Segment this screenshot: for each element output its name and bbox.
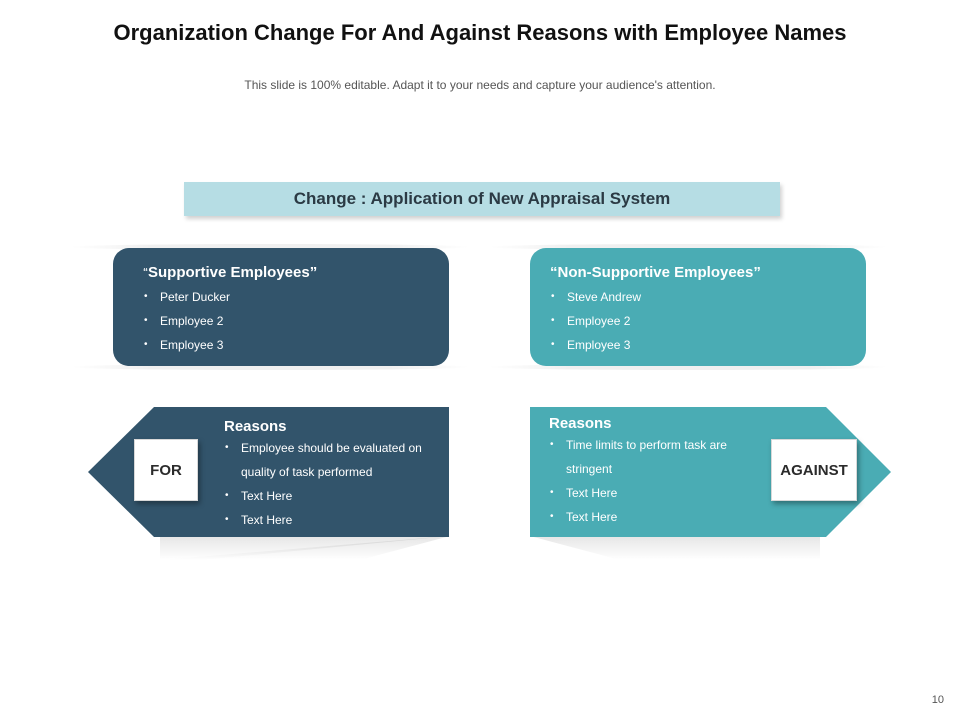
change-banner [184,182,780,216]
for-reasons-list [224,436,439,532]
list-item: • Time limits to perform task are stringent [549,433,759,481]
for-reasons-heading: Reasons [224,418,287,435]
non-supportive-employee-list [550,285,846,357]
against-label-box [771,439,857,501]
for-reasons-content [224,418,439,532]
supportive-employee-list [143,285,429,357]
list-item: • Text Here [549,505,759,529]
against-reasons-content [549,415,759,529]
against-reasons-heading: Reasons [549,415,612,432]
list-item: • Steve Andrew [550,285,846,309]
list-item: • Peter Ducker [143,285,429,309]
for-reasons-shadow [160,536,450,560]
list-item: • Text Here [549,481,759,505]
against-reasons-list [549,433,759,529]
against-label: AGAINST [780,461,848,479]
list-item: • Employee 3 [143,333,429,357]
non-supportive-employees-card [530,248,866,366]
change-label: Change : Application of New Appraisal System [293,189,671,208]
for-label-box [134,439,198,501]
against-reasons-shadow [530,536,820,560]
list-item: • Employee 2 [143,309,429,333]
slide-subtitle: This slide is 100% editable. Adapt it to your needs and capture your audience's attention. [244,78,716,92]
list-item: • Text Here [224,484,439,508]
supportive-open-quote: “ [143,267,148,278]
list-item: • Employee 2 [550,309,846,333]
list-item: • Employee 3 [550,333,846,357]
supportive-title-text: Supportive Employees” [148,264,318,281]
supportive-employees-card [113,248,449,366]
non-supportive-employees-title: “Non-Supportive Employees” [550,264,761,281]
slide-title: Organization Change For And Against Reasons with Employee Names [113,20,847,45]
for-label: FOR [150,461,182,479]
list-item: • Employee should be evaluated on quality of task performed [224,436,439,484]
supportive-employees-title [143,264,429,281]
page-number: 10 [931,694,944,706]
list-item: • Text Here [224,508,439,532]
